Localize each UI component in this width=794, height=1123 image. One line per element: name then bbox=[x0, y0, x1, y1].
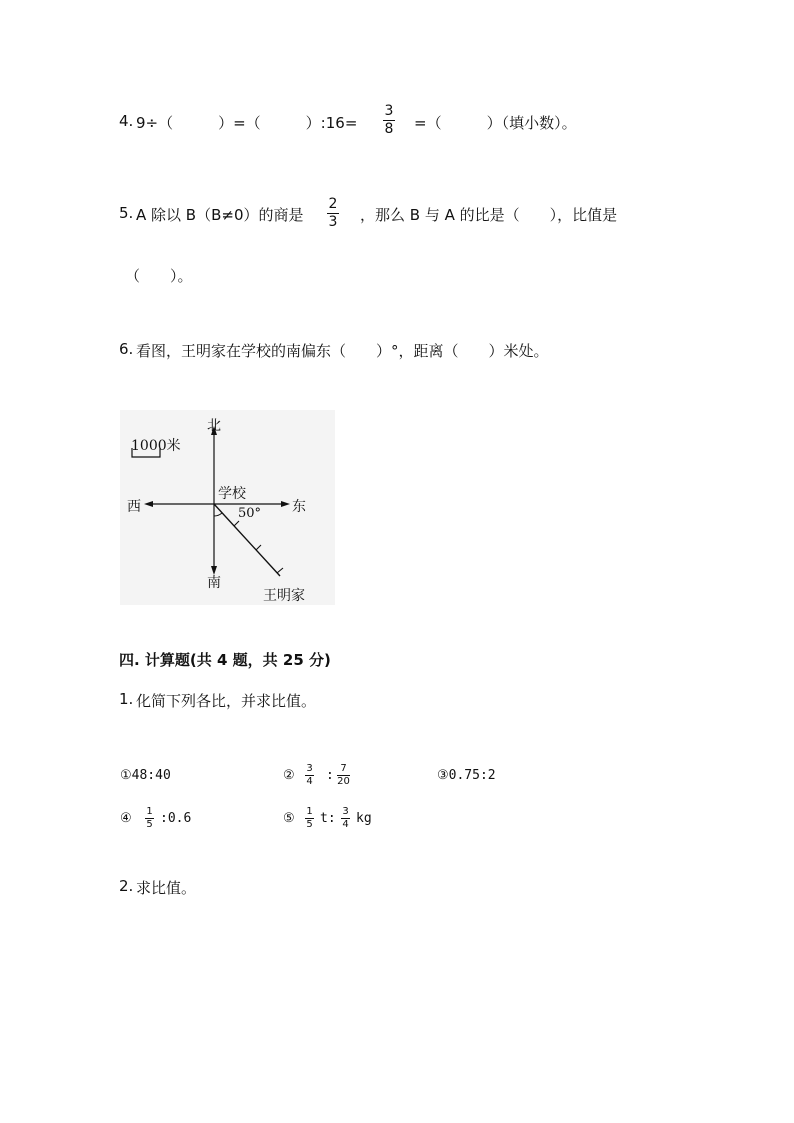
fraction-denominator: 20 bbox=[337, 776, 350, 787]
fraction-numerator: 3 bbox=[384, 103, 394, 119]
calc-item-5-fraction-a bbox=[305, 807, 314, 830]
north-label: 北 bbox=[207, 418, 221, 434]
calc-item-4-mark: ④ bbox=[120, 811, 132, 826]
question-4-text-part2: =（ ）（填小数）。 bbox=[414, 114, 577, 132]
angle-arc bbox=[214, 513, 222, 516]
west-label: 西 bbox=[127, 499, 141, 515]
fraction-numerator: 3 bbox=[342, 806, 349, 817]
question-5-number: 5. bbox=[119, 204, 134, 222]
fraction-numerator: 7 bbox=[340, 763, 347, 774]
school-label: 学校 bbox=[218, 486, 246, 502]
south-label: 南 bbox=[207, 575, 221, 591]
calc-item-2-mark: ② bbox=[283, 768, 295, 783]
calc-item-5-unit: kg bbox=[356, 811, 372, 826]
calc-item-4-fraction bbox=[145, 807, 154, 830]
fraction-denominator: 8 bbox=[384, 121, 394, 137]
east-label: 东 bbox=[292, 499, 306, 515]
calc-question-1-number: 1. bbox=[119, 690, 134, 708]
calc-item-4-rest: :0.6 bbox=[160, 811, 192, 826]
fraction-numerator: 1 bbox=[306, 806, 313, 817]
section-4-heading: 四. 计算题(共 4 题，共 25 分) bbox=[119, 651, 331, 669]
question-4-text-part1: 9÷（ ）=（ ）:16= bbox=[136, 114, 358, 132]
calc-item-5-fraction-b bbox=[341, 807, 350, 830]
home-label: 王明家 bbox=[263, 588, 305, 604]
fraction-denominator: 3 bbox=[328, 214, 338, 230]
angle-label: 50° bbox=[238, 506, 262, 521]
question-5-fraction bbox=[327, 197, 339, 230]
fraction-denominator: 5 bbox=[146, 819, 153, 830]
east-arrow bbox=[281, 501, 290, 507]
calc-item-5-mark: ⑤ bbox=[283, 811, 295, 826]
west-arrow bbox=[144, 501, 153, 507]
calc-item-1: ①48:40 bbox=[120, 768, 171, 783]
fraction-numerator: 1 bbox=[146, 806, 153, 817]
question-4-number: 4. bbox=[119, 112, 134, 130]
calc-question-1-title: 化简下列各比，并求比值。 bbox=[136, 692, 317, 710]
question-6-number: 6. bbox=[119, 340, 134, 358]
route-tick bbox=[256, 545, 261, 550]
question-6-text: 看图，王明家在学校的南偏东（ ）°，距离（ ）米处。 bbox=[136, 342, 549, 360]
calc-question-2-number: 2. bbox=[119, 877, 134, 895]
calc-question-2-title: 求比值。 bbox=[136, 879, 197, 897]
calc-item-2-fraction-b bbox=[337, 764, 350, 787]
fraction-denominator: 4 bbox=[342, 819, 349, 830]
question-5-text-part1: A 除以 B（B≠0）的商是 bbox=[136, 206, 304, 224]
route-tick bbox=[234, 521, 239, 526]
calc-item-2-colon: : bbox=[326, 768, 334, 783]
calc-item-2-fraction-a bbox=[305, 764, 314, 787]
fraction-numerator: 2 bbox=[328, 196, 338, 212]
question-4-fraction bbox=[383, 104, 395, 137]
question-5-text-line2: （ ）。 bbox=[125, 267, 193, 285]
fraction-numerator: 3 bbox=[306, 763, 313, 774]
question-5-text-part2: ，那么 B 与 A 的比是（ ），比值是 bbox=[360, 206, 618, 224]
fraction-denominator: 5 bbox=[306, 819, 313, 830]
scale-label: 1000米 bbox=[131, 438, 181, 454]
route-tick bbox=[277, 568, 283, 573]
calc-item-3: ③0.75:2 bbox=[437, 768, 496, 783]
direction-diagram bbox=[120, 410, 335, 605]
calc-item-5-mid: t: bbox=[320, 811, 336, 826]
fraction-denominator: 4 bbox=[306, 776, 313, 787]
